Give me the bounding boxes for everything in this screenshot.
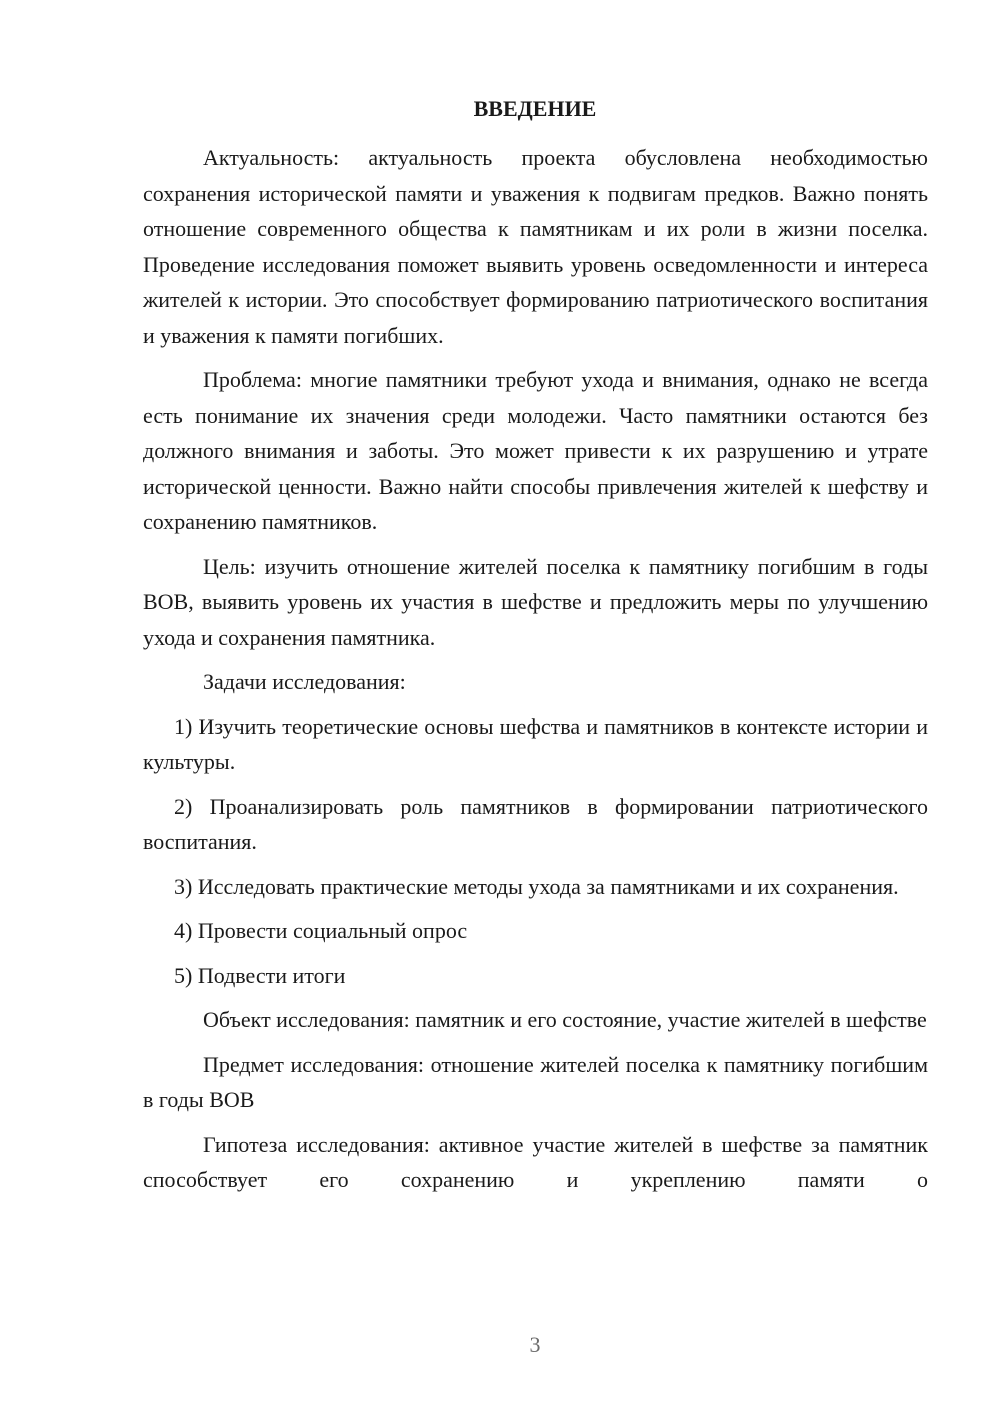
page-number: 3 bbox=[529, 1332, 541, 1357]
document-body bbox=[143, 140, 928, 1198]
task-item-5: 5) Подвести итоги bbox=[174, 962, 346, 988]
task-item-4: 4) Провести социальный опрос bbox=[174, 918, 468, 943]
task-item-3: 3) Исследовать практические методы ухода за памятниками и их сохранения. bbox=[174, 873, 899, 899]
task-item-2: 2) Проанализировать роль памятников в формировании патриотического воспитания. bbox=[143, 793, 928, 854]
paragraph-hypothesis: Гипотеза исследования: активное участие жителей в шефстве за памятник способствует его сохранению и укреплению памяти о bbox=[143, 1131, 928, 1192]
paragraph-goal: Цель: изучить отношение жителей поселка к памятнику погибшим в годы ВОВ, выявить уровень их участия в шефстве и предложить меры по улучшению ухода и сохранения памятника. bbox=[143, 553, 928, 650]
paragraph-tasks-heading: Задачи исследования: bbox=[203, 669, 406, 694]
paragraph-problem: Проблема: многие памятники требуют ухода и внимания, однако не всегда есть понимание их значения среди молодежи. Часто памятники остаются без должного внимания и заботы. Это может привести к их разрушению и утрате исторической ценности. Важно найти способы привлечения жителей к шефству и сохранению памятников. bbox=[143, 367, 928, 534]
task-item-1: 1) Изучить теоретические основы шефства и памятников в контексте истории и культуры. bbox=[143, 713, 928, 774]
paragraph-object: Объект исследования: памятник и его состояние, участие жителей в шефстве bbox=[203, 1007, 927, 1032]
paragraph-subject: Предмет исследования: отношение жителей поселка к памятнику погибшим в годы ВОВ bbox=[143, 1051, 928, 1112]
paragraph-relevance: Актуальность: актуальность проекта обусловлена необходимостью сохранения исторической памяти и уважения к подвигам предков. Важно понять отношение современного общества к памятникам и их роли в жизни поселка. Проведение исследования поможет выявить уровень осведомленности и интереса жителей к истории. Это способствует формированию патриотического воспитания и уважения к памяти погибших. bbox=[143, 145, 928, 348]
page-title: ВВЕДЕНИЕ bbox=[473, 96, 597, 121]
